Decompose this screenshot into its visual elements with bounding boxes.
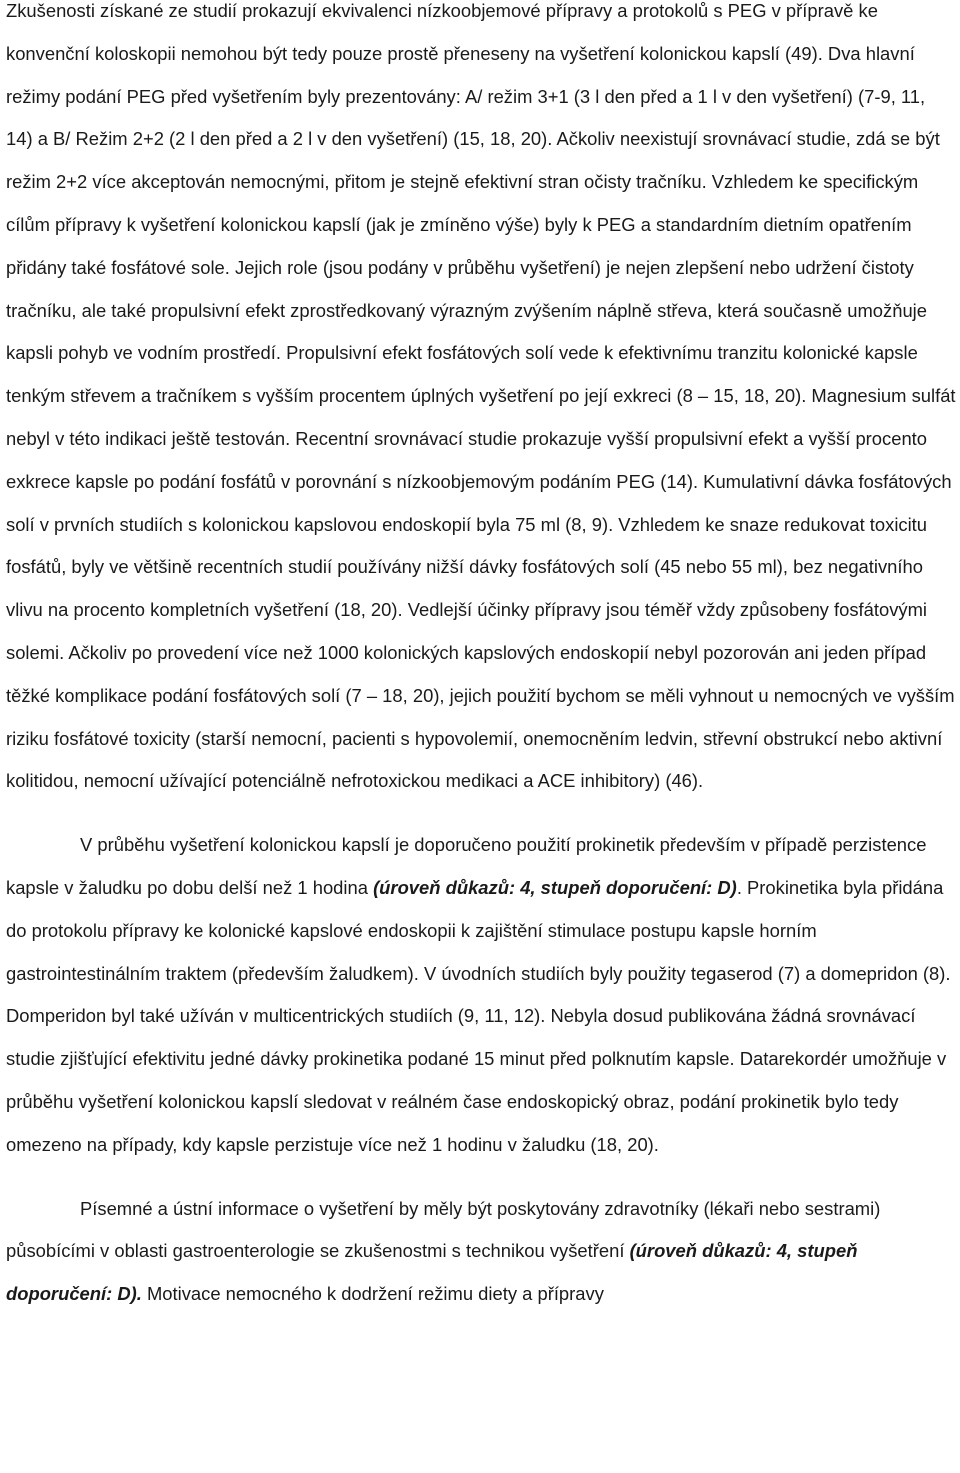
paragraph-text: V průběhu vyšetření kolonickou kapslí je doporučeno použití prokinetik především v případě perzistence kapsle v žaludku po dobu delší než 1 hodina	[6, 834, 927, 898]
document-page	[6, 0, 956, 1316]
paragraph-text: Písemné a ústní informace o vyšetření by měly být poskytovány zdravotníky (lékaři nebo sestrami) působícími v oblasti gastroenterologie se zkušenostmi s technikou vyšetření	[6, 1197, 881, 1262]
paragraph-text: . Prokinetika byla přidána do protokolu přípravy ke kolonické kapslové endoskopii k zajištění stimulace postupu kapsle horním gastrointestinálním traktem (především žaludkem). V úvodních studiích byly použity tegaserod (7) a domepridon (8). Domperidon byl také užíván v multicentrických studiích (9, 11, 12). Nebyla dosud publikována žádná srovnávací studie zjišťující efektivitu jedné dávky prokinetika podané 15 minut před polknutím kapsle. Datarekordér umožňuje v průběhu vyšetření kolonickou kapslí sledovat v reálném čase endoskopický obraz, podání prokinetik bylo tedy omezeno na případy, kdy kapsle perzistuje více než 1 hodinu v žaludku (18, 20).	[6, 876, 951, 1155]
paragraph-bowel-preparation	[6, 0, 956, 803]
evidence-level-note: (úroveň důkazů: 4, stupeň doporučení: D).	[6, 1240, 858, 1305]
paragraph-text: Motivace nemocného k dodržení režimu diety a přípravy	[141, 1283, 604, 1305]
paragraph-text: Zkušenosti získané ze studií prokazují ekvivalenci nízkoobjemové přípravy a protokolů s PEG v přípravě ke konvenční koloskopii nemohou být tedy pouze prostě přeneseny na vyšetření kolonickou kapslí (49). Dva hlavní režimy podání PEG před vyšetřením byly prezentovány: A/ režim 3+1 (3 l den před a 1 l v den vyšetření) (7-9, 11, 14) a B/ Režim 2+2 (2 l den před a 2 l v den vyšetření) (15, 18, 20). Ačkoliv neexistují srovnávací studie, zdá se být režim 2+2 více akceptován nemocnými, přitom je stejně efektivní stran očisty tračníku. Vzhledem ke specifickým cílům přípravy k vyšetření kolonickou kapslí (jak je zmíněno výše) byly k PEG a standardním dietním opatřením přidány také fosfátové sole. Jejich role (jsou podány v průběhu vyšetření) je nejen zlepšení nebo udržení čistoty tračníku, ale také propulsivní efekt zprostředkovaný výrazným zvýšením náplně střeva, která současně umožňuje kapsli pohyb ve vodním prostředí. Propulsivní efekt fosfátových solí vede k efektivnímu tranzitu kolonické kapsle tenkým střevem a tračníkem s vyšším procentem úplných vyšetření po její exkreci (8 – 15, 18, 20). Magnesium sulfát nebyl v této indikaci ještě testován. Recentní srovnávací studie prokazuje vyšší propulsivní efekt a vyšší procento exkrece kapsle po podání fosfátů v porovnání s nízkoobjemovým podáním PEG (14). Kumulativní dávka fosfátových solí v prvních studiích s kolonickou kapslovou endoskopií byla 75 ml (8, 9). Vzhledem ke snaze redukovat toxicitu fosfátů, byly ve většině recentních studií používány nižší dávky fosfátových solí (45 nebo 55 ml), bez negativního vlivu na procento kompletních vyšetření (18, 20). Vedlejší účinky přípravy jsou téměř vždy způsobeny fosfátovými solemi. Ačkoliv po provedení více než 1000 kolonických kapslových endoskopií nebyl pozorován ani jeden případ těžké komplikace podání fosfátových solí (7 – 18, 20), jejich použití bychom se měli vyhnout u nemocných ve vyšším riziku fosfátové toxicity (starší nemocní, pacienti s hypovolemií, onemocněním ledvin, střevní obstrukcí nebo aktivní kolitidou, nemocní užívající potenciálně nefrotoxickou medikaci a ACE inhibitory) (46).	[6, 0, 956, 792]
paragraph-patient-information	[6, 1188, 956, 1316]
paragraph-prokinetics	[6, 824, 956, 1166]
evidence-level-note: (úroveň důkazů: 4, stupeň doporučení: D)	[373, 876, 737, 898]
